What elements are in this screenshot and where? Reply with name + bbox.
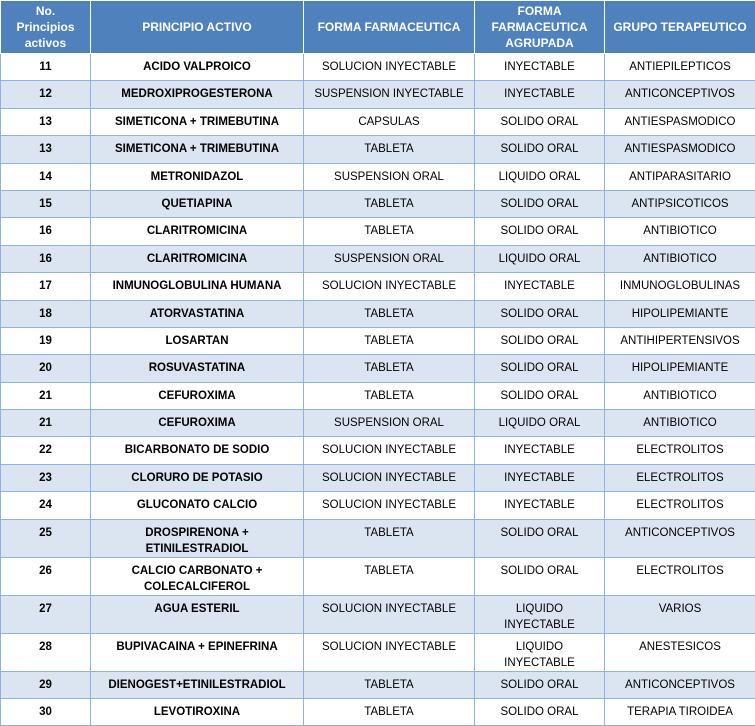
cell-principle: CALCIO CARBONATO + COLECALCIFEROL — [91, 557, 304, 595]
cell-principle: BICARBONATO DE SODIO — [91, 437, 304, 464]
cell-therapeutic: ANTIPSICOTICOS — [605, 190, 755, 217]
cell-group-form: LIQUIDO ORAL — [475, 410, 605, 437]
table-row — [1, 245, 755, 272]
table-row — [1, 382, 755, 409]
cell-therapeutic: HIPOLIPEMIANTE — [605, 300, 755, 327]
cell-principle: DIENOGEST+ETINILESTRADIOL — [91, 671, 304, 698]
cell-form: SOLUCION INYECTABLE — [304, 492, 475, 519]
header-therapeutic: GRUPO TERAPEUTICO — [605, 1, 755, 54]
cell-num: 25 — [1, 519, 91, 557]
cell-num: 11 — [1, 54, 91, 81]
cell-therapeutic: HIPOLIPEMIANTE — [605, 355, 755, 382]
cell-therapeutic: ANTICONCEPTIVOS — [605, 671, 755, 698]
table-row — [1, 108, 755, 135]
cell-num: 18 — [1, 300, 91, 327]
cell-principle: CEFUROXIMA — [91, 410, 304, 437]
table-header-row — [1, 1, 755, 54]
cell-form: TABLETA — [304, 355, 475, 382]
cell-form: TABLETA — [304, 190, 475, 217]
table-row — [1, 136, 755, 163]
cell-num: 16 — [1, 245, 91, 272]
cell-group-form: LIQUIDO ORAL — [475, 245, 605, 272]
cell-num: 22 — [1, 437, 91, 464]
cell-form: SOLUCION INYECTABLE — [304, 595, 475, 633]
cell-num: 19 — [1, 327, 91, 354]
cell-form: TABLETA — [304, 136, 475, 163]
table-row — [1, 54, 755, 81]
cell-therapeutic: TERAPIA TIROIDEA — [605, 699, 755, 726]
cell-form: TABLETA — [304, 327, 475, 354]
cell-therapeutic: ANTIBIOTICO — [605, 410, 755, 437]
table-row — [1, 464, 755, 491]
cell-form: SUSPENSION INYECTABLE — [304, 81, 475, 108]
cell-group-form: SOLIDO ORAL — [475, 300, 605, 327]
cell-therapeutic: ANTIESPASMODICO — [605, 108, 755, 135]
table-row — [1, 190, 755, 217]
cell-group-form: SOLIDO ORAL — [475, 557, 605, 595]
cell-form: TABLETA — [304, 300, 475, 327]
cell-group-form: SOLIDO ORAL — [475, 190, 605, 217]
cell-principle: GLUCONATO CALCIO — [91, 492, 304, 519]
cell-therapeutic: ANTIBIOTICO — [605, 382, 755, 409]
cell-principle: BUPIVACAINA + EPINEFRINA — [91, 633, 304, 671]
cell-num: 23 — [1, 464, 91, 491]
table-row — [1, 595, 755, 633]
cell-principle: SIMETICONA + TRIMEBUTINA — [91, 136, 304, 163]
cell-form: SOLUCION INYECTABLE — [304, 437, 475, 464]
cell-principle: CLARITROMICINA — [91, 245, 304, 272]
cell-num: 17 — [1, 273, 91, 300]
cell-form: CAPSULAS — [304, 108, 475, 135]
cell-therapeutic: VARIOS — [605, 595, 755, 633]
table-row — [1, 699, 755, 726]
cell-therapeutic: ELECTROLITOS — [605, 492, 755, 519]
cell-therapeutic: ELECTROLITOS — [605, 464, 755, 491]
cell-num: 20 — [1, 355, 91, 382]
cell-form: SOLUCION INYECTABLE — [304, 54, 475, 81]
cell-group-form: LIQUIDO INYECTABLE — [475, 595, 605, 633]
cell-therapeutic: ANTIBIOTICO — [605, 218, 755, 245]
table-row — [1, 81, 755, 108]
cell-form: SUSPENSION ORAL — [304, 245, 475, 272]
cell-num: 27 — [1, 595, 91, 633]
cell-group-form: SOLIDO ORAL — [475, 382, 605, 409]
table-row — [1, 355, 755, 382]
cell-principle: INMUNOGLOBULINA HUMANA — [91, 273, 304, 300]
cell-form: SOLUCION INYECTABLE — [304, 633, 475, 671]
table-row — [1, 327, 755, 354]
cell-group-form: INYECTABLE — [475, 54, 605, 81]
cell-form: SOLUCION INYECTABLE — [304, 464, 475, 491]
cell-group-form: INYECTABLE — [475, 437, 605, 464]
cell-therapeutic: INMUNOGLOBULINAS — [605, 273, 755, 300]
cell-group-form: LIQUIDO INYECTABLE — [475, 633, 605, 671]
cell-principle: SIMETICONA + TRIMEBUTINA — [91, 108, 304, 135]
table-row — [1, 671, 755, 698]
cell-therapeutic: ANTICONCEPTIVOS — [605, 519, 755, 557]
header-group-form: FORMA FARMACEUTICA AGRUPADA — [475, 1, 605, 54]
table-row — [1, 163, 755, 190]
table-row — [1, 218, 755, 245]
cell-group-form: SOLIDO ORAL — [475, 671, 605, 698]
cell-therapeutic: ELECTROLITOS — [605, 557, 755, 595]
cell-form: TABLETA — [304, 671, 475, 698]
cell-group-form: SOLIDO ORAL — [475, 519, 605, 557]
cell-num: 26 — [1, 557, 91, 595]
cell-principle: CLORURO DE POTASIO — [91, 464, 304, 491]
cell-form: SUSPENSION ORAL — [304, 410, 475, 437]
cell-num: 21 — [1, 410, 91, 437]
table-row — [1, 437, 755, 464]
cell-therapeutic: ELECTROLITOS — [605, 437, 755, 464]
cell-therapeutic: ANTIESPASMODICO — [605, 136, 755, 163]
cell-principle: QUETIAPINA — [91, 190, 304, 217]
cell-therapeutic: ANTIEPILEPTICOS — [605, 54, 755, 81]
header-num: No. Principios activos — [1, 1, 91, 54]
cell-num: 16 — [1, 218, 91, 245]
table-row — [1, 557, 755, 595]
cell-group-form: INYECTABLE — [475, 464, 605, 491]
cell-group-form: INYECTABLE — [475, 492, 605, 519]
cell-form: TABLETA — [304, 557, 475, 595]
cell-group-form: LIQUIDO ORAL — [475, 163, 605, 190]
cell-form: TABLETA — [304, 382, 475, 409]
cell-group-form: INYECTABLE — [475, 81, 605, 108]
cell-group-form: INYECTABLE — [475, 273, 605, 300]
cell-therapeutic: ANTIPARASITARIO — [605, 163, 755, 190]
cell-num: 14 — [1, 163, 91, 190]
cell-num: 13 — [1, 108, 91, 135]
cell-num: 21 — [1, 382, 91, 409]
header-form: FORMA FARMACEUTICA — [304, 1, 475, 54]
cell-group-form: SOLIDO ORAL — [475, 355, 605, 382]
cell-num: 12 — [1, 81, 91, 108]
cell-group-form: SOLIDO ORAL — [475, 699, 605, 726]
cell-form: SOLUCION INYECTABLE — [304, 273, 475, 300]
cell-therapeutic: ANTICONCEPTIVOS — [605, 81, 755, 108]
cell-num: 30 — [1, 699, 91, 726]
table-row — [1, 300, 755, 327]
cell-group-form: SOLIDO ORAL — [475, 136, 605, 163]
header-principle: PRINCIPIO ACTIVO — [91, 1, 304, 54]
table-body — [1, 54, 755, 726]
cell-group-form: SOLIDO ORAL — [475, 327, 605, 354]
cell-principle: ATORVASTATINA — [91, 300, 304, 327]
cell-principle: AGUA ESTERIL — [91, 595, 304, 633]
cell-num: 15 — [1, 190, 91, 217]
cell-principle: METRONIDAZOL — [91, 163, 304, 190]
cell-principle: DROSPIRENONA + ETINILESTRADIOL — [91, 519, 304, 557]
cell-therapeutic: ANTIHIPERTENSIVOS — [605, 327, 755, 354]
cell-principle: LEVOTIROXINA — [91, 699, 304, 726]
cell-principle: MEDROXIPROGESTERONA — [91, 81, 304, 108]
table-row — [1, 633, 755, 671]
table-row — [1, 519, 755, 557]
cell-therapeutic: ANTIBIOTICO — [605, 245, 755, 272]
cell-form: SUSPENSION ORAL — [304, 163, 475, 190]
cell-form: TABLETA — [304, 218, 475, 245]
table-row — [1, 273, 755, 300]
cell-principle: CLARITROMICINA — [91, 218, 304, 245]
cell-form: TABLETA — [304, 699, 475, 726]
cell-num: 29 — [1, 671, 91, 698]
table-row — [1, 492, 755, 519]
cell-principle: ACIDO VALPROICO — [91, 54, 304, 81]
cell-principle: ROSUVASTATINA — [91, 355, 304, 382]
cell-principle: LOSARTAN — [91, 327, 304, 354]
cell-principle: CEFUROXIMA — [91, 382, 304, 409]
cell-group-form: SOLIDO ORAL — [475, 218, 605, 245]
cell-num: 24 — [1, 492, 91, 519]
cell-therapeutic: ANESTESICOS — [605, 633, 755, 671]
cell-group-form: SOLIDO ORAL — [475, 108, 605, 135]
table-row — [1, 410, 755, 437]
cell-num: 13 — [1, 136, 91, 163]
cell-form: TABLETA — [304, 519, 475, 557]
cell-num: 28 — [1, 633, 91, 671]
